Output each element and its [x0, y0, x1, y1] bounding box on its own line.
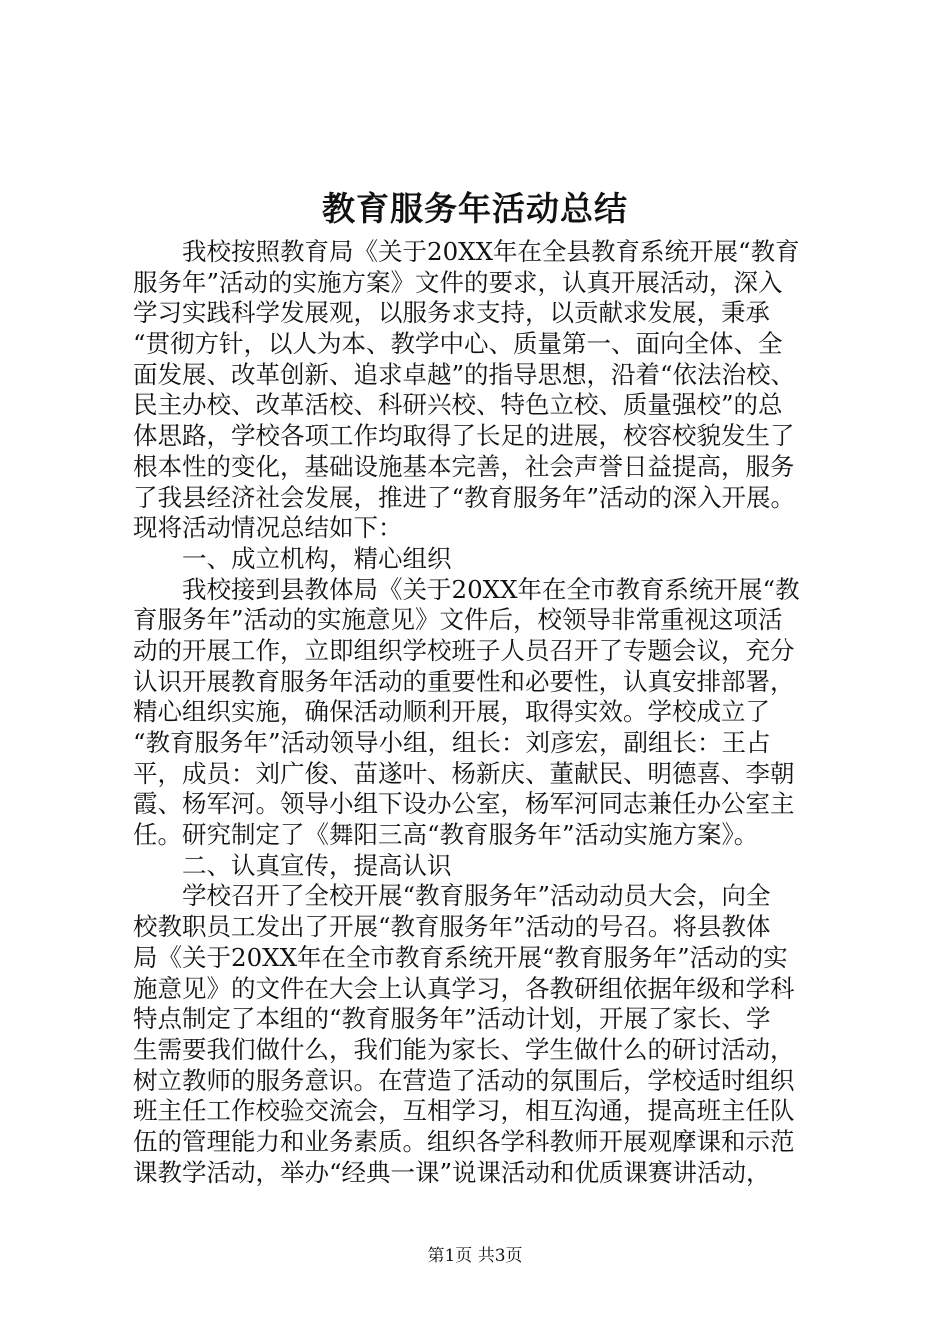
text-line: 精心组织实施，确保活动顺利开展，取得实效。学校成立了 [133, 697, 770, 727]
document-body [133, 237, 823, 1188]
text-line: 树立教师的服务意识。在营造了活动的氛围后，学校适时组织 [133, 1065, 795, 1095]
text-line: 动的开展工作，立即组织学校班子人员召开了专题会议，充分 [133, 635, 795, 665]
text-line: 育服务年”活动的实施意见》文件后，校领导非常重视这项活 [133, 605, 783, 635]
text-line: 特点制定了本组的“教育服务年”活动计划，开展了家长、学 [133, 1004, 771, 1034]
text-line: 面发展、改革创新、追求卓越”的指导思想，沿着“依法治校、 [133, 359, 796, 389]
text-line: 伍的管理能力和业务素质。组织各学科教师开展观摩课和示范 [133, 1126, 795, 1156]
text-line: 校教职员工发出了开展“教育服务年”活动的号召。将县教体 [133, 912, 771, 942]
text-line: 平，成员：刘广俊、苗遂叶、杨新庆、董献民、明德喜、李朝 [133, 758, 795, 788]
text-line: 认识开展教育服务年活动的重要性和必要性，认真安排部署， [133, 666, 795, 696]
text-line: 民主办校、改革活校、科研兴校、特色立校、质量强校”的总 [133, 390, 783, 420]
document-title: 教育服务年活动总结 [322, 189, 628, 228]
text-line: 体思路，学校各项工作均取得了长足的进展，校容校貌发生了 [133, 421, 795, 451]
text-line: 学校召开了全校开展“教育服务年”活动动员大会，向全 [182, 881, 771, 911]
text-line: 课教学活动，举办“经典一课”说课活动和优质课赛讲活动， [133, 1157, 771, 1187]
text-line: 施意见》的文件在大会上认真学习，各教研组依据年级和学科 [133, 973, 795, 1003]
text-line: 现将活动情况总结如下： [133, 513, 403, 543]
text-line: 任。研究制定了《舞阳三高“教育服务年”活动实施方案》。 [133, 820, 759, 850]
text-line: 了我县经济社会发展，推进了“教育服务年”活动的深入开展。 [133, 482, 796, 512]
text-line: 根本性的变化，基础设施基本完善，社会声誉日益提高，服务 [133, 451, 795, 481]
text-line: 班主任工作校验交流会，互相学习，相互沟通，提高班主任队 [133, 1096, 795, 1126]
text-line: 二、认真宣传，提高认识 [182, 850, 452, 880]
text-line: 局《关于20XX年在全市教育系统开展“教育服务年”活动的实 [133, 942, 788, 972]
text-line: “贯彻方针，以人为本、教学中心、质量第一、面向全体、全 [133, 329, 783, 359]
text-line: 我校接到县教体局《关于20XX年在全市教育系统开展“教 [182, 574, 800, 604]
text-line: 霞、杨军河。领导小组下设办公室，杨军河同志兼任办公室主 [133, 789, 795, 819]
text-line: 服务年”活动的实施方案》文件的要求，认真开展活动，深入 [133, 267, 783, 297]
text-line: 一、成立机构，精心组织 [182, 543, 452, 573]
page-footer: 第1页 共3页 [427, 1246, 523, 1266]
text-line: 生需要我们做什么，我们能为家长、学生做什么的研讨活动， [133, 1034, 795, 1064]
text-line: “教育服务年”活动领导小组，组长：刘彦宏，副组长：王占 [133, 728, 771, 757]
text-line: 学习实践科学发展观，以服务求支持，以贡献求发展，秉承 [133, 298, 770, 328]
text-line: 我校按照教育局《关于20XX年在全县教育系统开展“教育 [182, 237, 800, 266]
